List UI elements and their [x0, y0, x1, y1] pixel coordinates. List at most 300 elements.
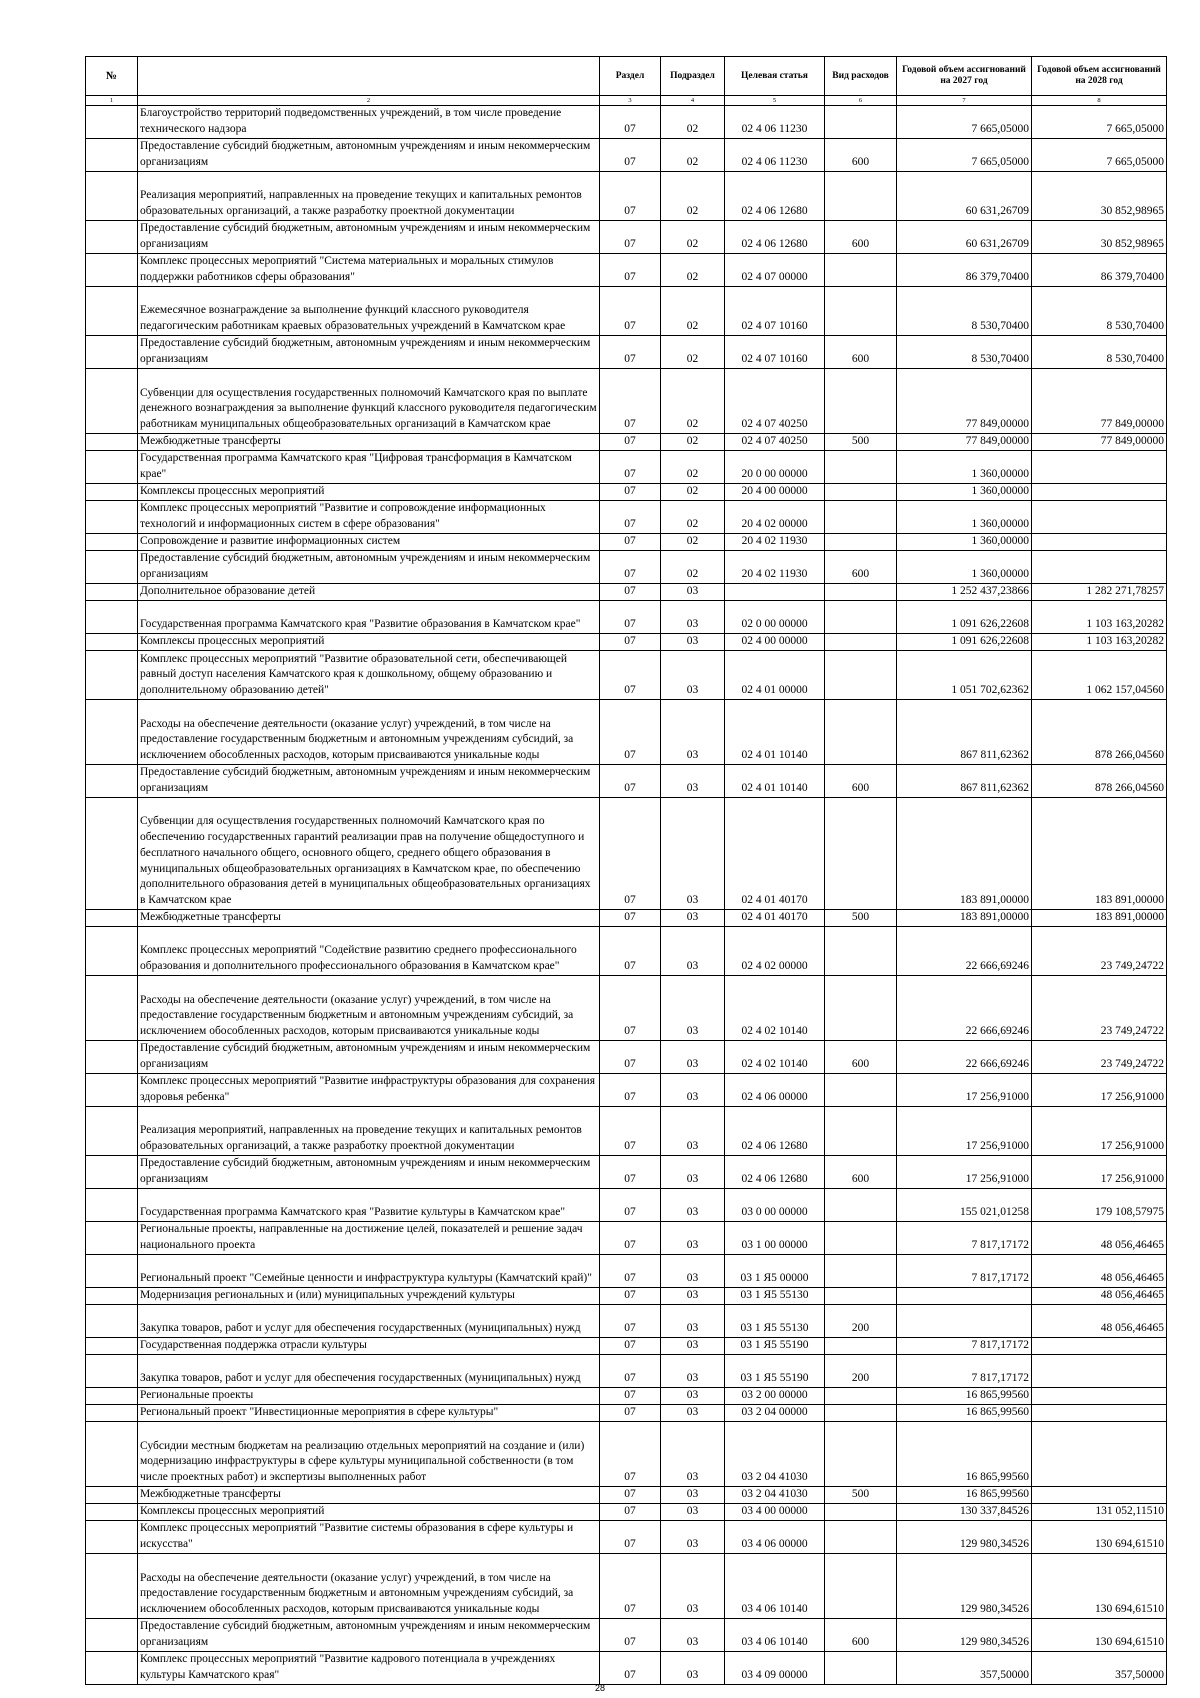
row-podrazdel-cell: 03	[661, 651, 725, 700]
row-razdel-cell: 07	[600, 1305, 661, 1338]
table-row	[86, 765, 1167, 798]
row-podrazdel-cell: 03	[661, 1305, 725, 1338]
row-name-cell: Закупка товаров, работ и услуг для обеспечения государственных (муниципальных) нужд	[138, 1355, 600, 1388]
row-number-cell	[86, 254, 138, 287]
row-amount-2027-cell: 183 891,00000	[897, 910, 1032, 927]
table-row	[86, 1619, 1167, 1652]
row-number-cell	[86, 1554, 138, 1619]
row-target-article-cell: 02 4 06 12680	[725, 221, 825, 254]
row-number-cell	[86, 927, 138, 976]
row-target-article-cell: 02 4 07 40250	[725, 369, 825, 434]
row-name-cell: Сопровождение и развитие информационных систем	[138, 534, 600, 551]
table-row	[86, 1554, 1167, 1619]
table-row	[86, 1652, 1167, 1685]
row-name-cell: Расходы на обеспечение деятельности (оказание услуг) учреждений, в том числе на предоставление государственным бюджетным и автономным учреждениям субсидий, за исключением обособленных расходов, которым присваиваются уникальные коды	[138, 1554, 600, 1619]
row-podrazdel-cell: 03	[661, 1422, 725, 1487]
row-number-cell	[86, 1652, 138, 1685]
column-number: 5	[725, 96, 825, 106]
row-name-cell: Государственная программа Камчатского края "Развитие образования в Камчатском крае"	[138, 601, 600, 634]
row-expense-type-cell	[825, 651, 897, 700]
row-name-cell: Комплекс процессных мероприятий "Развитие образовательной сети, обеспечивающей равный доступ населения Камчатского края к дошкольному, общему образованию и дополнительному образованию детей"	[138, 651, 600, 700]
row-amount-2027-cell: 77 849,00000	[897, 434, 1032, 451]
header-volume-2027: Годовой объем ассигнований на 2027 год	[897, 57, 1032, 96]
row-amount-2028-cell	[1032, 534, 1167, 551]
row-razdel-cell: 07	[600, 927, 661, 976]
row-razdel-cell: 07	[600, 1189, 661, 1222]
row-target-article-cell: 02 4 06 12680	[725, 172, 825, 221]
row-amount-2027-cell: 8 530,70400	[897, 336, 1032, 369]
table-row	[86, 1288, 1167, 1305]
row-amount-2027-cell: 7 817,17172	[897, 1338, 1032, 1355]
row-amount-2028-cell	[1032, 1405, 1167, 1422]
row-number-cell	[86, 700, 138, 765]
row-amount-2028-cell	[1032, 1487, 1167, 1504]
row-name-cell: Предоставление субсидий бюджетным, автономным учреждениям и иным некоммерческим организациям	[138, 1619, 600, 1652]
row-razdel-cell: 07	[600, 139, 661, 172]
row-razdel-cell: 07	[600, 1619, 661, 1652]
row-name-cell: Расходы на обеспечение деятельности (оказание услуг) учреждений, в том числе на предоставление государственным бюджетным и автономным учреждениям субсидий, за исключением обособленных расходов, которым присваиваются уникальные коды	[138, 700, 600, 765]
row-name-cell: Комплексы процессных мероприятий	[138, 1504, 600, 1521]
table-row	[86, 451, 1167, 484]
row-podrazdel-cell: 03	[661, 1405, 725, 1422]
header-number: №	[86, 57, 138, 96]
row-amount-2027-cell: 1 360,00000	[897, 534, 1032, 551]
table-row	[86, 1305, 1167, 1338]
row-podrazdel-cell: 03	[661, 1107, 725, 1156]
table-row	[86, 634, 1167, 651]
row-amount-2028-cell	[1032, 1388, 1167, 1405]
table-row	[86, 172, 1167, 221]
row-number-cell	[86, 651, 138, 700]
row-razdel-cell: 07	[600, 1107, 661, 1156]
row-expense-type-cell	[825, 1255, 897, 1288]
row-podrazdel-cell: 03	[661, 927, 725, 976]
row-podrazdel-cell: 03	[661, 1521, 725, 1554]
row-podrazdel-cell: 02	[661, 254, 725, 287]
row-amount-2027-cell: 1 360,00000	[897, 451, 1032, 484]
row-expense-type-cell: 200	[825, 1355, 897, 1388]
row-razdel-cell: 07	[600, 1422, 661, 1487]
row-amount-2027-cell: 1 360,00000	[897, 501, 1032, 534]
row-amount-2027-cell: 8 530,70400	[897, 287, 1032, 336]
row-expense-type-cell	[825, 1189, 897, 1222]
row-amount-2028-cell: 8 530,70400	[1032, 336, 1167, 369]
row-amount-2027-cell: 183 891,00000	[897, 798, 1032, 910]
row-podrazdel-cell: 03	[661, 700, 725, 765]
row-amount-2028-cell	[1032, 484, 1167, 501]
row-razdel-cell: 07	[600, 910, 661, 927]
row-name-cell: Модернизация региональных и (или) муниципальных учреждений культуры	[138, 1288, 600, 1305]
row-razdel-cell: 07	[600, 484, 661, 501]
row-number-cell	[86, 451, 138, 484]
row-amount-2027-cell: 60 631,26709	[897, 221, 1032, 254]
row-razdel-cell: 07	[600, 287, 661, 336]
row-target-article-cell	[725, 584, 825, 601]
row-target-article-cell: 20 4 02 11930	[725, 534, 825, 551]
table-row	[86, 484, 1167, 501]
row-name-cell: Государственная программа Камчатского края "Развитие культуры в Камчатском крае"	[138, 1189, 600, 1222]
row-number-cell	[86, 1222, 138, 1255]
table-row	[86, 1255, 1167, 1288]
row-podrazdel-cell: 03	[661, 1288, 725, 1305]
row-amount-2027-cell: 16 865,99560	[897, 1422, 1032, 1487]
row-amount-2028-cell: 183 891,00000	[1032, 798, 1167, 910]
row-razdel-cell: 07	[600, 1504, 661, 1521]
row-number-cell	[86, 287, 138, 336]
row-expense-type-cell: 500	[825, 434, 897, 451]
row-expense-type-cell	[825, 1074, 897, 1107]
row-target-article-cell: 03 4 09 00000	[725, 1652, 825, 1685]
row-name-cell: Предоставление субсидий бюджетным, автономным учреждениям и иным некоммерческим организациям	[138, 336, 600, 369]
row-podrazdel-cell: 02	[661, 484, 725, 501]
row-razdel-cell: 07	[600, 501, 661, 534]
row-podrazdel-cell: 03	[661, 1074, 725, 1107]
row-number-cell	[86, 765, 138, 798]
row-number-cell	[86, 1487, 138, 1504]
row-amount-2027-cell: 17 256,91000	[897, 1156, 1032, 1189]
row-expense-type-cell: 600	[825, 1156, 897, 1189]
row-amount-2028-cell: 23 749,24722	[1032, 927, 1167, 976]
header-volume-2028: Годовой объем ассигнований на 2028 год	[1032, 57, 1167, 96]
row-expense-type-cell	[825, 1554, 897, 1619]
row-podrazdel-cell: 03	[661, 765, 725, 798]
row-amount-2027-cell: 17 256,91000	[897, 1074, 1032, 1107]
table-row	[86, 1189, 1167, 1222]
row-podrazdel-cell: 02	[661, 534, 725, 551]
row-amount-2028-cell: 1 103 163,20282	[1032, 634, 1167, 651]
row-target-article-cell: 03 2 04 00000	[725, 1405, 825, 1422]
row-target-article-cell: 02 4 01 40170	[725, 798, 825, 910]
row-expense-type-cell	[825, 601, 897, 634]
table-row	[86, 700, 1167, 765]
row-podrazdel-cell: 02	[661, 551, 725, 584]
row-target-article-cell: 03 4 06 10140	[725, 1554, 825, 1619]
row-target-article-cell: 02 4 02 10140	[725, 976, 825, 1041]
row-target-article-cell: 02 4 02 10140	[725, 1041, 825, 1074]
row-podrazdel-cell: 03	[661, 1338, 725, 1355]
row-podrazdel-cell: 02	[661, 139, 725, 172]
row-target-article-cell: 02 4 07 00000	[725, 254, 825, 287]
row-name-cell: Межбюджетные трансферты	[138, 910, 600, 927]
table-row	[86, 1388, 1167, 1405]
row-razdel-cell: 07	[600, 1222, 661, 1255]
row-razdel-cell: 07	[600, 434, 661, 451]
row-razdel-cell: 07	[600, 1156, 661, 1189]
table-row	[86, 254, 1167, 287]
row-expense-type-cell	[825, 700, 897, 765]
row-expense-type-cell	[825, 484, 897, 501]
row-podrazdel-cell: 03	[661, 1504, 725, 1521]
row-expense-type-cell: 500	[825, 1487, 897, 1504]
row-name-cell: Ежемесячное вознаграждение за выполнение функций классного руководителя педагогическим работникам краевых образовательных учреждений в Камчатском крае	[138, 287, 600, 336]
row-target-article-cell: 02 4 06 00000	[725, 1074, 825, 1107]
row-amount-2028-cell: 17 256,91000	[1032, 1107, 1167, 1156]
row-number-cell	[86, 976, 138, 1041]
row-razdel-cell: 07	[600, 700, 661, 765]
row-number-cell	[86, 501, 138, 534]
table-body	[86, 106, 1167, 1685]
row-razdel-cell: 07	[600, 106, 661, 139]
row-name-cell: Комплекс процессных мероприятий "Развитие кадрового потенциала в учреждениях культуры Камчатского края"	[138, 1652, 600, 1685]
row-amount-2027-cell: 22 666,69246	[897, 976, 1032, 1041]
row-amount-2028-cell: 48 056,46465	[1032, 1255, 1167, 1288]
row-number-cell	[86, 106, 138, 139]
row-amount-2027-cell: 1 360,00000	[897, 551, 1032, 584]
row-amount-2028-cell: 77 849,00000	[1032, 434, 1167, 451]
column-number: 1	[86, 96, 138, 106]
row-amount-2028-cell: 48 056,46465	[1032, 1222, 1167, 1255]
row-razdel-cell: 07	[600, 1554, 661, 1619]
row-number-cell	[86, 1305, 138, 1338]
row-podrazdel-cell: 03	[661, 1041, 725, 1074]
row-target-article-cell: 02 4 01 00000	[725, 651, 825, 700]
row-amount-2027-cell: 357,50000	[897, 1652, 1032, 1685]
row-amount-2028-cell	[1032, 1338, 1167, 1355]
row-razdel-cell: 07	[600, 1388, 661, 1405]
row-expense-type-cell	[825, 1107, 897, 1156]
row-expense-type-cell	[825, 534, 897, 551]
row-target-article-cell: 03 4 06 10140	[725, 1619, 825, 1652]
row-name-cell: Благоустройство территорий подведомственных учреждений, в том числе проведение технического надзора	[138, 106, 600, 139]
table-row	[86, 1521, 1167, 1554]
budget-table	[85, 56, 1167, 1685]
row-amount-2027-cell: 1 091 626,22608	[897, 601, 1032, 634]
row-number-cell	[86, 1107, 138, 1156]
column-number: 7	[897, 96, 1032, 106]
row-razdel-cell: 07	[600, 651, 661, 700]
row-amount-2028-cell	[1032, 1422, 1167, 1487]
row-podrazdel-cell: 02	[661, 501, 725, 534]
row-podrazdel-cell: 03	[661, 1619, 725, 1652]
row-amount-2027-cell: 7 665,05000	[897, 106, 1032, 139]
row-razdel-cell: 07	[600, 451, 661, 484]
row-expense-type-cell	[825, 369, 897, 434]
row-expense-type-cell	[825, 254, 897, 287]
table-row	[86, 221, 1167, 254]
row-target-article-cell: 03 1 Я5 55130	[725, 1288, 825, 1305]
table-row	[86, 1107, 1167, 1156]
row-amount-2027-cell: 22 666,69246	[897, 927, 1032, 976]
row-expense-type-cell	[825, 634, 897, 651]
header-target-article: Целевая статья	[725, 57, 825, 96]
row-amount-2028-cell	[1032, 1355, 1167, 1388]
table-row	[86, 1074, 1167, 1107]
row-target-article-cell: 03 2 00 00000	[725, 1388, 825, 1405]
table-row	[86, 1222, 1167, 1255]
row-expense-type-cell	[825, 1405, 897, 1422]
row-number-cell	[86, 369, 138, 434]
row-number-cell	[86, 1521, 138, 1554]
row-amount-2028-cell: 86 379,70400	[1032, 254, 1167, 287]
row-name-cell: Реализация мероприятий, направленных на проведение текущих и капитальных ремонтов образовательных организаций, а также разработку проектной документации	[138, 172, 600, 221]
row-razdel-cell: 07	[600, 1405, 661, 1422]
row-name-cell: Региональный проект "Семейные ценности и инфраструктура культуры (Камчатский край)"	[138, 1255, 600, 1288]
row-amount-2027-cell: 16 865,99560	[897, 1388, 1032, 1405]
row-target-article-cell: 03 1 00 00000	[725, 1222, 825, 1255]
row-amount-2028-cell: 7 665,05000	[1032, 139, 1167, 172]
row-amount-2027-cell: 60 631,26709	[897, 172, 1032, 221]
row-amount-2028-cell: 7 665,05000	[1032, 106, 1167, 139]
row-amount-2027-cell: 867 811,62362	[897, 765, 1032, 798]
table-row	[86, 1156, 1167, 1189]
row-number-cell	[86, 1288, 138, 1305]
row-podrazdel-cell: 02	[661, 336, 725, 369]
row-name-cell: Государственная поддержка отрасли культуры	[138, 1338, 600, 1355]
row-amount-2027-cell: 129 980,34526	[897, 1554, 1032, 1619]
row-razdel-cell: 07	[600, 1288, 661, 1305]
row-name-cell: Предоставление субсидий бюджетным, автономным учреждениям и иным некоммерческим организациям	[138, 765, 600, 798]
row-number-cell	[86, 1255, 138, 1288]
row-name-cell: Расходы на обеспечение деятельности (оказание услуг) учреждений, в том числе на предоставление государственным бюджетным и автономным учреждениям субсидий, за исключением обособленных расходов, которым присваиваются уникальные коды	[138, 976, 600, 1041]
column-number: 4	[661, 96, 725, 106]
row-podrazdel-cell: 03	[661, 1652, 725, 1685]
row-number-cell	[86, 1504, 138, 1521]
row-podrazdel-cell: 03	[661, 601, 725, 634]
row-target-article-cell: 02 4 06 11230	[725, 106, 825, 139]
row-razdel-cell: 07	[600, 765, 661, 798]
row-name-cell: Субсидии местным бюджетам на реализацию отдельных мероприятий на создание и (или) модернизацию инфраструктуры в сфере культуры муниципальной собственности (в том числе проектных работ) и экспертизы выполненных работ	[138, 1422, 600, 1487]
row-number-cell	[86, 139, 138, 172]
row-target-article-cell: 20 0 00 00000	[725, 451, 825, 484]
row-razdel-cell: 07	[600, 1255, 661, 1288]
row-podrazdel-cell: 03	[661, 1355, 725, 1388]
table-row	[86, 1355, 1167, 1388]
row-podrazdel-cell: 02	[661, 434, 725, 451]
row-podrazdel-cell: 03	[661, 976, 725, 1041]
row-razdel-cell: 07	[600, 1355, 661, 1388]
row-podrazdel-cell: 03	[661, 798, 725, 910]
row-expense-type-cell	[825, 1222, 897, 1255]
row-target-article-cell: 03 1 Я5 55130	[725, 1305, 825, 1338]
row-target-article-cell: 03 4 06 00000	[725, 1521, 825, 1554]
row-amount-2028-cell	[1032, 551, 1167, 584]
row-expense-type-cell	[825, 976, 897, 1041]
row-name-cell: Комплекс процессных мероприятий "Система материальных и моральных стимулов поддержки работников сферы образования"	[138, 254, 600, 287]
row-podrazdel-cell: 02	[661, 221, 725, 254]
row-expense-type-cell	[825, 798, 897, 910]
page-number: 28	[594, 1683, 605, 1693]
row-name-cell: Закупка товаров, работ и услуг для обеспечения государственных (муниципальных) нужд	[138, 1305, 600, 1338]
row-number-cell	[86, 336, 138, 369]
row-razdel-cell: 07	[600, 1074, 661, 1107]
row-target-article-cell: 03 2 04 41030	[725, 1422, 825, 1487]
row-name-cell: Комплексы процессных мероприятий	[138, 484, 600, 501]
row-expense-type-cell: 600	[825, 221, 897, 254]
row-razdel-cell: 07	[600, 172, 661, 221]
column-number: 3	[600, 96, 661, 106]
table-row	[86, 501, 1167, 534]
row-amount-2028-cell: 130 694,61510	[1032, 1521, 1167, 1554]
row-number-cell	[86, 1156, 138, 1189]
row-amount-2027-cell: 22 666,69246	[897, 1041, 1032, 1074]
row-amount-2027-cell: 7 817,17172	[897, 1255, 1032, 1288]
row-amount-2028-cell: 131 052,11510	[1032, 1504, 1167, 1521]
row-name-cell: Региональные проекты	[138, 1388, 600, 1405]
row-target-article-cell: 20 4 02 11930	[725, 551, 825, 584]
row-amount-2028-cell: 17 256,91000	[1032, 1156, 1167, 1189]
row-number-cell	[86, 434, 138, 451]
row-amount-2027-cell: 7 665,05000	[897, 139, 1032, 172]
row-expense-type-cell: 600	[825, 336, 897, 369]
row-expense-type-cell	[825, 584, 897, 601]
row-target-article-cell: 03 0 00 00000	[725, 1189, 825, 1222]
row-target-article-cell: 02 4 07 10160	[725, 287, 825, 336]
table-row	[86, 1338, 1167, 1355]
table-row	[86, 584, 1167, 601]
row-expense-type-cell: 600	[825, 139, 897, 172]
row-expense-type-cell	[825, 1504, 897, 1521]
row-razdel-cell: 07	[600, 1521, 661, 1554]
row-target-article-cell: 02 4 02 00000	[725, 927, 825, 976]
row-amount-2028-cell: 878 266,04560	[1032, 700, 1167, 765]
row-amount-2027-cell	[897, 1288, 1032, 1305]
header-razdel: Раздел	[600, 57, 661, 96]
row-number-cell	[86, 1074, 138, 1107]
table-row	[86, 910, 1167, 927]
row-name-cell: Региональные проекты, направленные на достижение целей, показателей и решение задач национального проекта	[138, 1222, 600, 1255]
row-expense-type-cell: 200	[825, 1305, 897, 1338]
row-target-article-cell: 20 4 02 00000	[725, 501, 825, 534]
row-amount-2027-cell: 7 817,17172	[897, 1222, 1032, 1255]
row-target-article-cell: 03 4 00 00000	[725, 1504, 825, 1521]
column-number: 2	[138, 96, 600, 106]
row-amount-2027-cell: 16 865,99560	[897, 1405, 1032, 1422]
table-row	[86, 651, 1167, 700]
row-number-cell	[86, 1388, 138, 1405]
row-expense-type-cell	[825, 172, 897, 221]
row-podrazdel-cell: 02	[661, 106, 725, 139]
row-name-cell: Региональный проект "Инвестиционные мероприятия в сфере культуры"	[138, 1405, 600, 1422]
row-expense-type-cell	[825, 1388, 897, 1405]
table-row	[86, 287, 1167, 336]
row-name-cell: Комплекс процессных мероприятий "Развитие инфраструктуры образования для сохранения здоровья ребенка"	[138, 1074, 600, 1107]
row-name-cell: Комплексы процессных мероприятий	[138, 634, 600, 651]
row-expense-type-cell	[825, 106, 897, 139]
row-amount-2027-cell: 17 256,91000	[897, 1107, 1032, 1156]
table-row	[86, 927, 1167, 976]
row-number-cell	[86, 1189, 138, 1222]
row-number-cell	[86, 910, 138, 927]
row-expense-type-cell: 600	[825, 1619, 897, 1652]
table-row	[86, 976, 1167, 1041]
table-header-row	[86, 57, 1167, 96]
row-number-cell	[86, 221, 138, 254]
row-number-cell	[86, 1355, 138, 1388]
row-razdel-cell: 07	[600, 1338, 661, 1355]
table-row	[86, 106, 1167, 139]
row-razdel-cell: 07	[600, 336, 661, 369]
row-podrazdel-cell: 03	[661, 1554, 725, 1619]
row-number-cell	[86, 634, 138, 651]
table-row	[86, 369, 1167, 434]
column-number: 6	[825, 96, 897, 106]
table-row	[86, 139, 1167, 172]
row-number-cell	[86, 484, 138, 501]
row-name-cell: Комплекс процессных мероприятий "Содействие развитию среднего профессионального образования и дополнительного профессионального образования в Камчатском крае"	[138, 927, 600, 976]
row-expense-type-cell	[825, 1338, 897, 1355]
row-razdel-cell: 07	[600, 369, 661, 434]
row-number-cell	[86, 1041, 138, 1074]
row-expense-type-cell: 500	[825, 910, 897, 927]
row-amount-2027-cell: 77 849,00000	[897, 369, 1032, 434]
row-amount-2027-cell: 7 817,17172	[897, 1355, 1032, 1388]
row-amount-2028-cell: 1 282 271,78257	[1032, 584, 1167, 601]
table-row	[86, 601, 1167, 634]
header-expense-type: Вид расходов	[825, 57, 897, 96]
row-target-article-cell: 03 1 Я5 55190	[725, 1355, 825, 1388]
row-amount-2028-cell: 878 266,04560	[1032, 765, 1167, 798]
row-number-cell	[86, 534, 138, 551]
